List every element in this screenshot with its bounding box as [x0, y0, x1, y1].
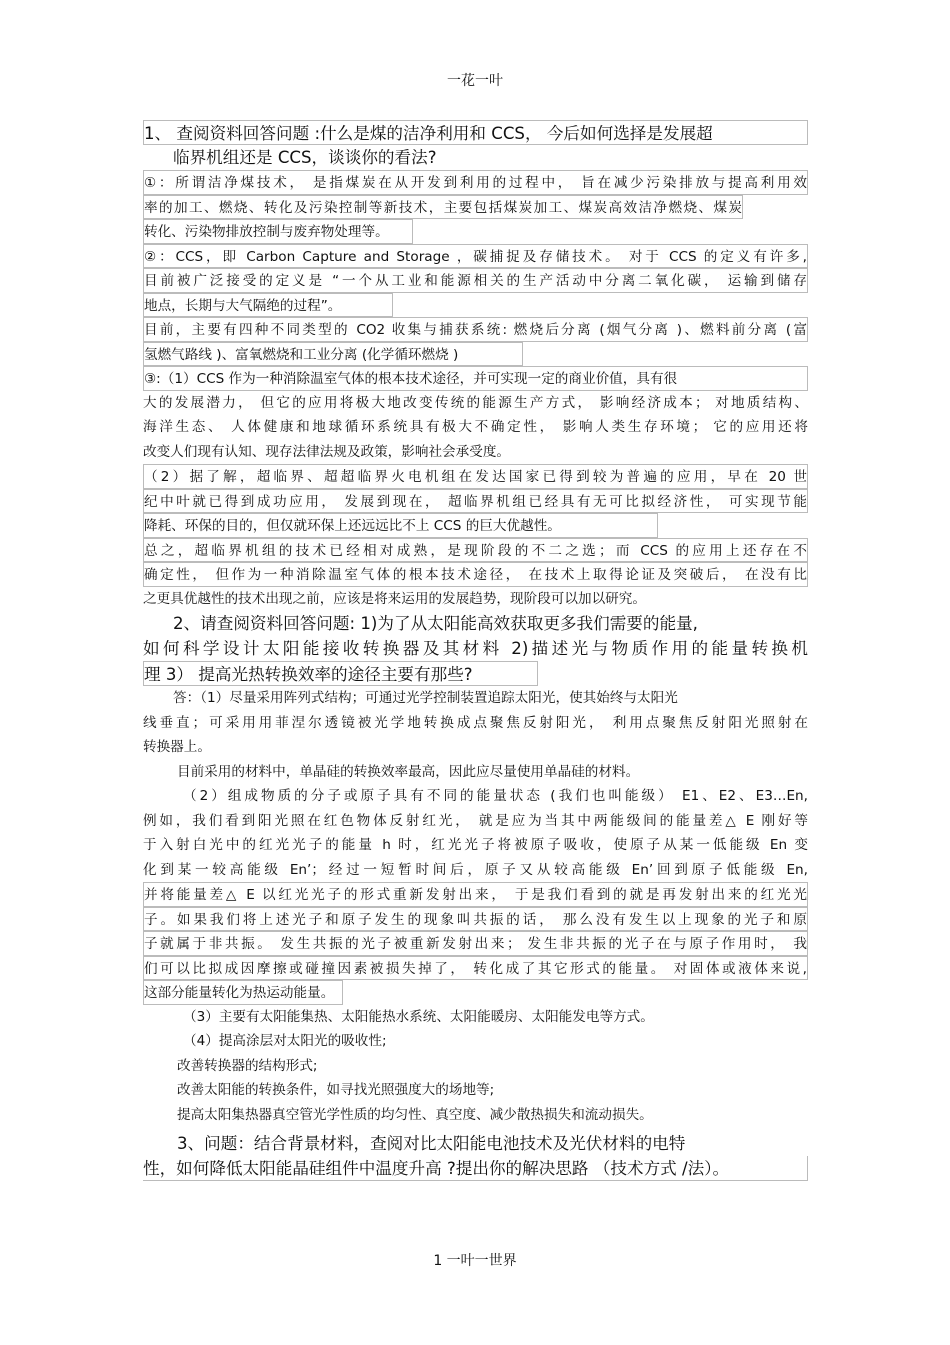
q1-p1-line: 率的加工、燃烧、转化及污染控制等新技术，主要包括煤炭加工、煤炭高效洁净燃烧、煤炭 — [143, 195, 743, 220]
q1-p5-line: 降耗、环保的目的，但仅就环保上还远远比不上 CCS 的巨大优越性。 — [143, 513, 658, 538]
q2-answer-2-line: 子就属于非共振。 发生共振的光子被重新发射出来； 发生非共振的光子在与原子作用时， 我 — [143, 931, 808, 956]
q3-title-line: 性，如何降低太阳能晶硅组件中温度升高 ?提出你的解决思路 （技术方式 /法）。 — [143, 1156, 808, 1181]
q2-answer-2-line: 们可以比拟成因摩擦或碰撞因素被损失掉了， 转化成了其它形式的能量。 对固体或液体来说, — [143, 956, 808, 981]
q1-p4-line: 海洋生态、 人体健康和地球循环系统具有极大不确定性， 影响人类生存环境； 它的应用还将 — [143, 419, 808, 435]
q1-title-line-1: 1、 查阅资料回答问题 :什么是煤的洁净利用和 CCS， 今后如何选择是发展超 — [143, 120, 808, 145]
q2-answer-1-line: 答：（1）尽量采用阵列式结构；可通过光学控制装置追踪太阳光，使其始终与太阳光 — [173, 690, 678, 706]
q1-p6-line: 总之，超临界机组的技术已经相对成熟，是现阶段的不二之选；而 CCS 的应用上还存在不 — [143, 538, 808, 563]
q2-answer-1-line: 线垂直；可采用用菲涅尔透镜被光学地转换成点聚焦反射阳光， 利用点聚焦反射阳光照射在 — [143, 714, 808, 731]
q2-answer-4-line: 提高太阳集热器真空管光学性质的均匀性、真空度、减少散热损失和流动损失。 — [177, 1106, 653, 1123]
q2-answer-1-line: 转换器上。 — [143, 739, 211, 755]
q2-answer-2-line: 这部分能量转化为热运动能量。 — [143, 980, 343, 1005]
q1-p2-line: 地点，长期与大气隔绝的过程”。 — [143, 293, 393, 318]
q2-answer-2-line: 子。如果我们将上述光子和原子发生的现象叫共振的话， 那么没有发生以上现象的光子和原 — [143, 907, 808, 932]
q2-answer-2-line: （2）组成物质的分子或原子具有不同的能量状态 (我们也叫能级） E1、E2、E3…En, — [183, 788, 808, 804]
q2-answer-4-line: 改善转换器的结构形式; — [177, 1057, 318, 1074]
q2-answer-4-line: 改善太阳能的转换条件，如寻找光照强度大的场地等; — [177, 1082, 495, 1098]
document-body — [143, 120, 808, 1181]
q2-answer-1-material: 目前采用的材料中，单晶硅的转换效率最高，因此应尽量使用单晶硅的材料。 — [177, 763, 640, 780]
q1-p4-line: 大的发展潜力， 但它的应用将极大地改变传统的能源生产方式， 影响经济成本； 对地质结构、 — [143, 394, 808, 411]
q2-title-line: 如何科学设计太阳能接收转换器及其材料 2)描述光与物质作用的能量转换机 — [143, 639, 808, 658]
q2-title-line: 理 3） 提高光热转换效率的途径主要有那些? — [143, 661, 538, 686]
q2-answer-2-line: 化到某一较高能级 En’；经过一短暂时间后，原子又从较高能级 En’回到原子低能级 En, — [143, 861, 808, 878]
q1-p3-line: 目前，主要有四种不同类型的 CO2 收集与捕获系统: 燃烧后分离 (烟气分离 )、燃料前分离 (富 — [143, 317, 808, 342]
q3-title-line: 3、问题：结合背景材料，查阅对比太阳能电池技术及光伏材料的电特 — [177, 1134, 686, 1153]
q1-p4-line: 改变人们现有认知、现存法律法规及政策，影响社会承受度。 — [143, 443, 511, 460]
q2-answer-2-line: 并将能量差△ E 以红光光子的形式重新发射出来， 于是我们看到的就是再发射出来的红光光 — [143, 882, 808, 907]
q1-p3-line: 氢燃气路线 )、富氧燃烧和工业分离 (化学循环燃烧 ) — [143, 342, 523, 367]
q2-answer-2-line: 例如，我们看到阳光照在红色物体反射红光， 就是应为当其中两能级间的能量差△ E 刚好等 — [143, 812, 808, 829]
q2-answer-4-line: （4）提高涂层对太阳光的吸收性; — [183, 1033, 387, 1049]
q1-p1-line: 转化、污染物排放控制与废弃物处理等。 — [143, 219, 413, 244]
page-header: 一花一叶 — [447, 73, 503, 89]
q1-p1-line: ①：所谓洁净煤技术， 是指煤炭在从开发到利用的过程中， 旨在减少污染排放与提高利用效 — [143, 170, 808, 195]
q1-title-line-2: 临界机组还是 CCS，谈谈你的看法? — [173, 148, 437, 167]
q1-p5-line: （2）据了解，超临界、超超临界火电机组在发达国家已得到较为普遍的应用，早在 20 世 — [143, 464, 808, 489]
q2-answer-3: （3）主要有太阳能集热、太阳能热水系统、太阳能暖房、太阳能发电等方式。 — [183, 1008, 654, 1025]
q1-p5-line: 纪中叶就已得到成功应用， 发展到现在， 超临界机组已经具有无可比拟经济性， 可实现节能 — [143, 489, 808, 514]
q2-answer-2-line: 于入射白光中的红光光子的能量 h 时，红光光子将被原子吸收，使原子从某一低能级 En 变 — [143, 837, 808, 853]
q1-p2-line: ②：CCS，即 Carbon Capture and Storage ，碳捕捉及存储技术。 对于 CCS 的定义有许多, — [143, 244, 808, 269]
q2-title-line: 2、请查阅资料回答问题: 1)为了从太阳能高效获取更多我们需要的能量, — [173, 614, 698, 633]
q1-p4-line: ③:（1）CCS 作为一种消除温室气体的根本技术途径，并可实现一定的商业价值，具有很 — [143, 366, 808, 391]
q1-p2-line: 目前被广泛接受的定义是 “一个从工业和能源相关的生产活动中分离二氧化碳， 运输到储存 — [143, 268, 808, 293]
q1-p6-line: 之更具优越性的技术出现之前，应该是将来运用的发展趋势，现阶段可以加以研究。 — [143, 590, 646, 607]
page-footer: 1 一叶一世界 — [433, 1253, 517, 1269]
q1-p6-line: 确定性， 但作为一种消除温室气体的根本技术途径， 在技术上取得论证及突破后， 在没有比 — [143, 562, 808, 587]
